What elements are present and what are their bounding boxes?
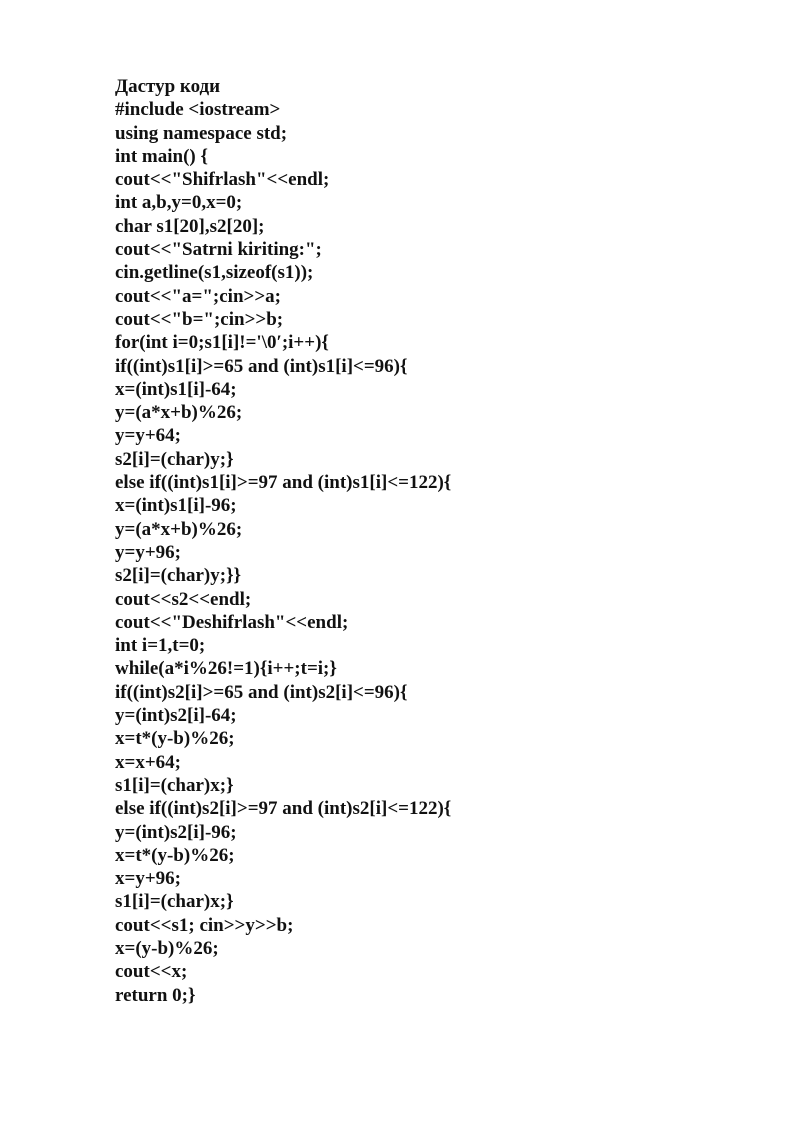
code-line: using namespace std; [115, 122, 288, 144]
code-line: y=(int)s2[i]-96; [115, 821, 237, 843]
code-line: cout<<s2<<endl; [115, 588, 252, 610]
document-heading: Дастур коди [115, 76, 221, 97]
code-line: x=t*(y-b)%26; [115, 728, 235, 750]
code-line: char s1[20],s2[20]; [115, 215, 265, 237]
code-line: s2[i]=(char)y;} [115, 448, 234, 470]
code-line: x=(y-b)%26; [115, 937, 219, 959]
code-line: cin.getline(s1,sizeof(s1)); [115, 262, 314, 284]
code-line: if((int)s1[i]>=65 and (int)s1[i]<=96){ [115, 355, 408, 377]
code-line: s1[i]=(char)x;} [115, 774, 234, 796]
code-line: if((int)s2[i]>=65 and (int)s2[i]<=96){ [115, 681, 408, 703]
code-line: y=(a*x+b)%26; [115, 518, 243, 540]
code-line: int a,b,y=0,x=0; [115, 192, 243, 214]
code-line: while(a*i%26!=1){i++;t=i;} [115, 658, 337, 680]
code-line: cout<<"a=";cin>>a; [115, 285, 281, 307]
code-listing [115, 75, 755, 1007]
code-line: x=(int)s1[i]-64; [115, 378, 237, 400]
code-line: y=y+96; [115, 541, 181, 563]
code-line: else if((int)s1[i]>=97 and (int)s1[i]<=122){ [115, 472, 452, 494]
code-line: cout<<"Deshifrlash"<<endl; [115, 611, 349, 633]
code-line: int main() { [115, 145, 208, 167]
code-line: #include <iostream> [115, 99, 281, 121]
code-line: int i=1,t=0; [115, 635, 206, 657]
code-line: cout<<s1; cin>>y>>b; [115, 914, 294, 936]
code-line: return 0;} [115, 984, 196, 1006]
code-lines [115, 98, 755, 1007]
code-line: x=y+96; [115, 868, 181, 890]
code-line: x=(int)s1[i]-96; [115, 495, 237, 517]
code-line: cout<<"Shifrlash"<<endl; [115, 169, 330, 191]
code-line: x=t*(y-b)%26; [115, 844, 235, 866]
code-line: else if((int)s2[i]>=97 and (int)s2[i]<=122){ [115, 798, 452, 820]
code-line: x=x+64; [115, 751, 181, 773]
code-line: y=(a*x+b)%26; [115, 402, 243, 424]
code-line: cout<<x; [115, 961, 188, 983]
code-line: cout<<"Satrni kiriting:"; [115, 239, 322, 261]
code-line: s1[i]=(char)x;} [115, 891, 234, 913]
code-line: y=y+64; [115, 425, 181, 447]
code-line: for(int i=0;s1[i]!='\0′;i++){ [115, 332, 329, 354]
code-line: y=(int)s2[i]-64; [115, 705, 237, 727]
code-line: s2[i]=(char)y;}} [115, 565, 242, 587]
code-line: cout<<"b=";cin>>b; [115, 308, 284, 330]
